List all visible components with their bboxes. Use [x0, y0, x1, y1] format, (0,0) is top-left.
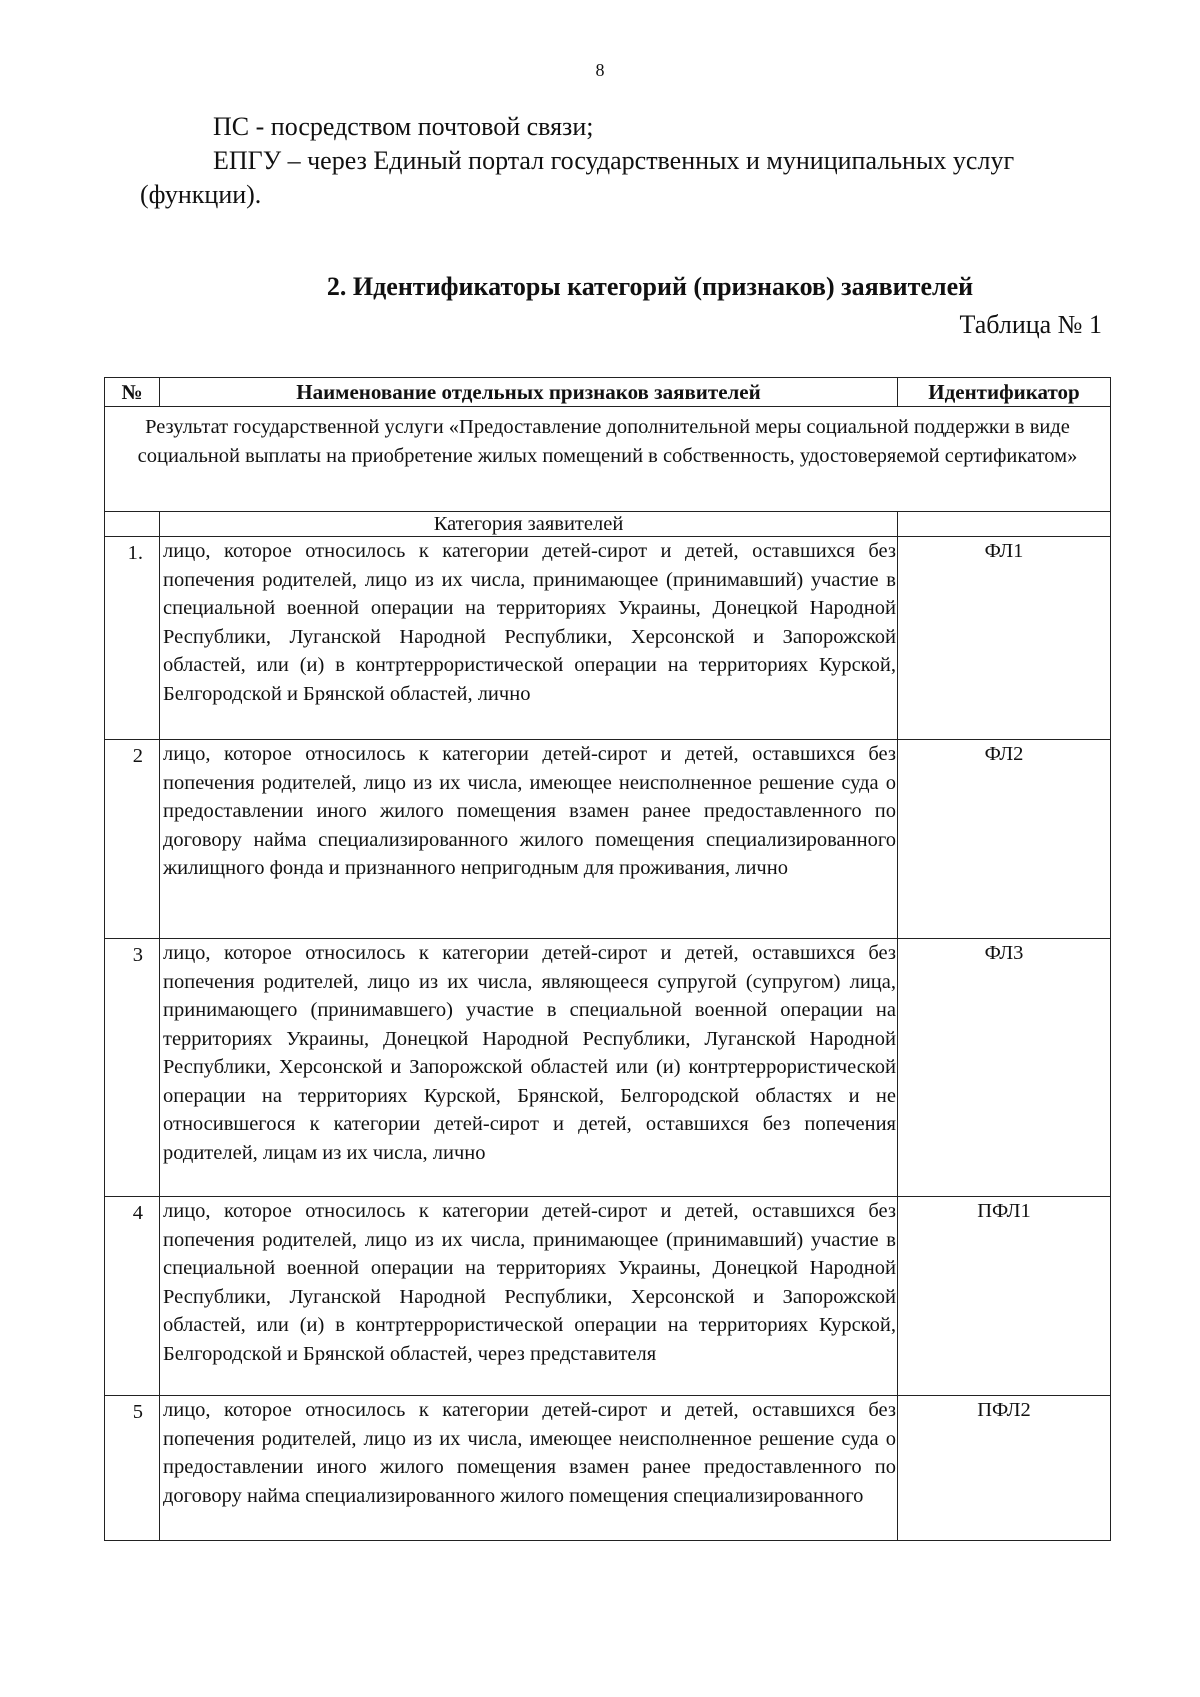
- category-empty-num: [105, 512, 160, 537]
- header-identifier: Идентификатор: [898, 378, 1111, 407]
- table-row: [105, 740, 1111, 939]
- row-identifier: ПФЛ2: [898, 1396, 1111, 1541]
- row-description: лицо, которое относилось к категории детей-сирот и детей, оставшихся без попечения родителей, лицо из их числа, имеющее неисполненное решение суда о предоставлении иного жилого помещения взамен ранее предоставленного по договору найма специализированного жилого помещения специализированного жилищного фонда и признанного непригодным для проживания, лично: [160, 740, 898, 939]
- row-number: 2: [105, 740, 160, 939]
- row-description: лицо, которое относилось к категории детей-сирот и детей, оставшихся без попечения родителей, лицо из их числа, принимающее (принимавший) участие в специальной военной операции на территориях Украины, Донецкой Народной Республики, Луганской Народной Республики, Херсонской и Запорожской областей, или (и) в контртеррористической операции на территориях Курской, Белгородской и Брянской областей, лично: [160, 537, 898, 740]
- table-header-row: [105, 378, 1111, 407]
- page-number: 8: [595, 60, 605, 80]
- row-description: лицо, которое относилось к категории детей-сирот и детей, оставшихся без попечения родителей, лицо из их числа, являющееся супругой (супругом) лица, принимающего (принимавшего) участие в специальной военной операции на территориях Украины, Донецкой Народной Республики, Луганской Народной Республики, Херсонской и Запорожской областей или (и) контртеррористической операции на территориях Курской, Брянской, Белгородской областях и не относившегося к категории детей-сирот и детей, оставшихся без попечения родителей, лицам из их числа, лично: [160, 939, 898, 1197]
- row-number: 1.: [105, 537, 160, 740]
- table-row: [105, 1396, 1111, 1541]
- table-row: [105, 939, 1111, 1197]
- row-number: 3: [105, 939, 160, 1197]
- row-identifier: ФЛ3: [898, 939, 1111, 1197]
- result-text: Результат государственной услуги «Предоставление дополнительной меры социальной поддержки в виде социальной выплаты на приобретение жилых помещений в собственность, удостоверяемой сертификатом»: [105, 407, 1111, 512]
- category-label: Категория заявителей: [160, 512, 898, 537]
- row-number: 5: [105, 1396, 160, 1541]
- category-empty-id: [898, 512, 1111, 537]
- result-row: [105, 407, 1111, 512]
- intro-line-epgu: ЕПГУ – через Единый портал государственных и муниципальных услуг (функции).: [140, 146, 1015, 209]
- row-number: 4: [105, 1197, 160, 1396]
- category-row: [105, 512, 1111, 537]
- row-identifier: ФЛ1: [898, 537, 1111, 740]
- row-description: лицо, которое относилось к категории детей-сирот и детей, оставшихся без попечения родителей, лицо из их числа, имеющее неисполненное решение суда о предоставлении иного жилого помещения взамен ранее предоставленного по договору найма специализированного жилого помещения специализированного: [160, 1396, 898, 1541]
- section-title: 2. Идентификаторы категорий (признаков) заявителей: [326, 272, 974, 301]
- header-number: №: [105, 378, 160, 407]
- table-row: [105, 1197, 1111, 1396]
- row-description: лицо, которое относилось к категории детей-сирот и детей, оставшихся без попечения родителей, лицо из их числа, принимающее (принимавший) участие в специальной военной операции на территориях Украины, Донецкой Народной Республики, Луганской Народной Республики, Херсонской и Запорожской областей, или (и) в контртеррористической операции на территориях Курской, Белгородской и Брянской областей, через представителя: [160, 1197, 898, 1396]
- header-name: Наименование отдельных признаков заявителей: [160, 378, 898, 407]
- identifiers-table: [104, 377, 1111, 1541]
- row-identifier: ПФЛ1: [898, 1197, 1111, 1396]
- table-row: [105, 537, 1111, 740]
- row-identifier: ФЛ2: [898, 740, 1111, 939]
- intro-text: [140, 110, 1100, 212]
- intro-line-ps: ПС - посредством почтовой связи;: [213, 112, 594, 141]
- table-caption: Таблица № 1: [959, 310, 1102, 339]
